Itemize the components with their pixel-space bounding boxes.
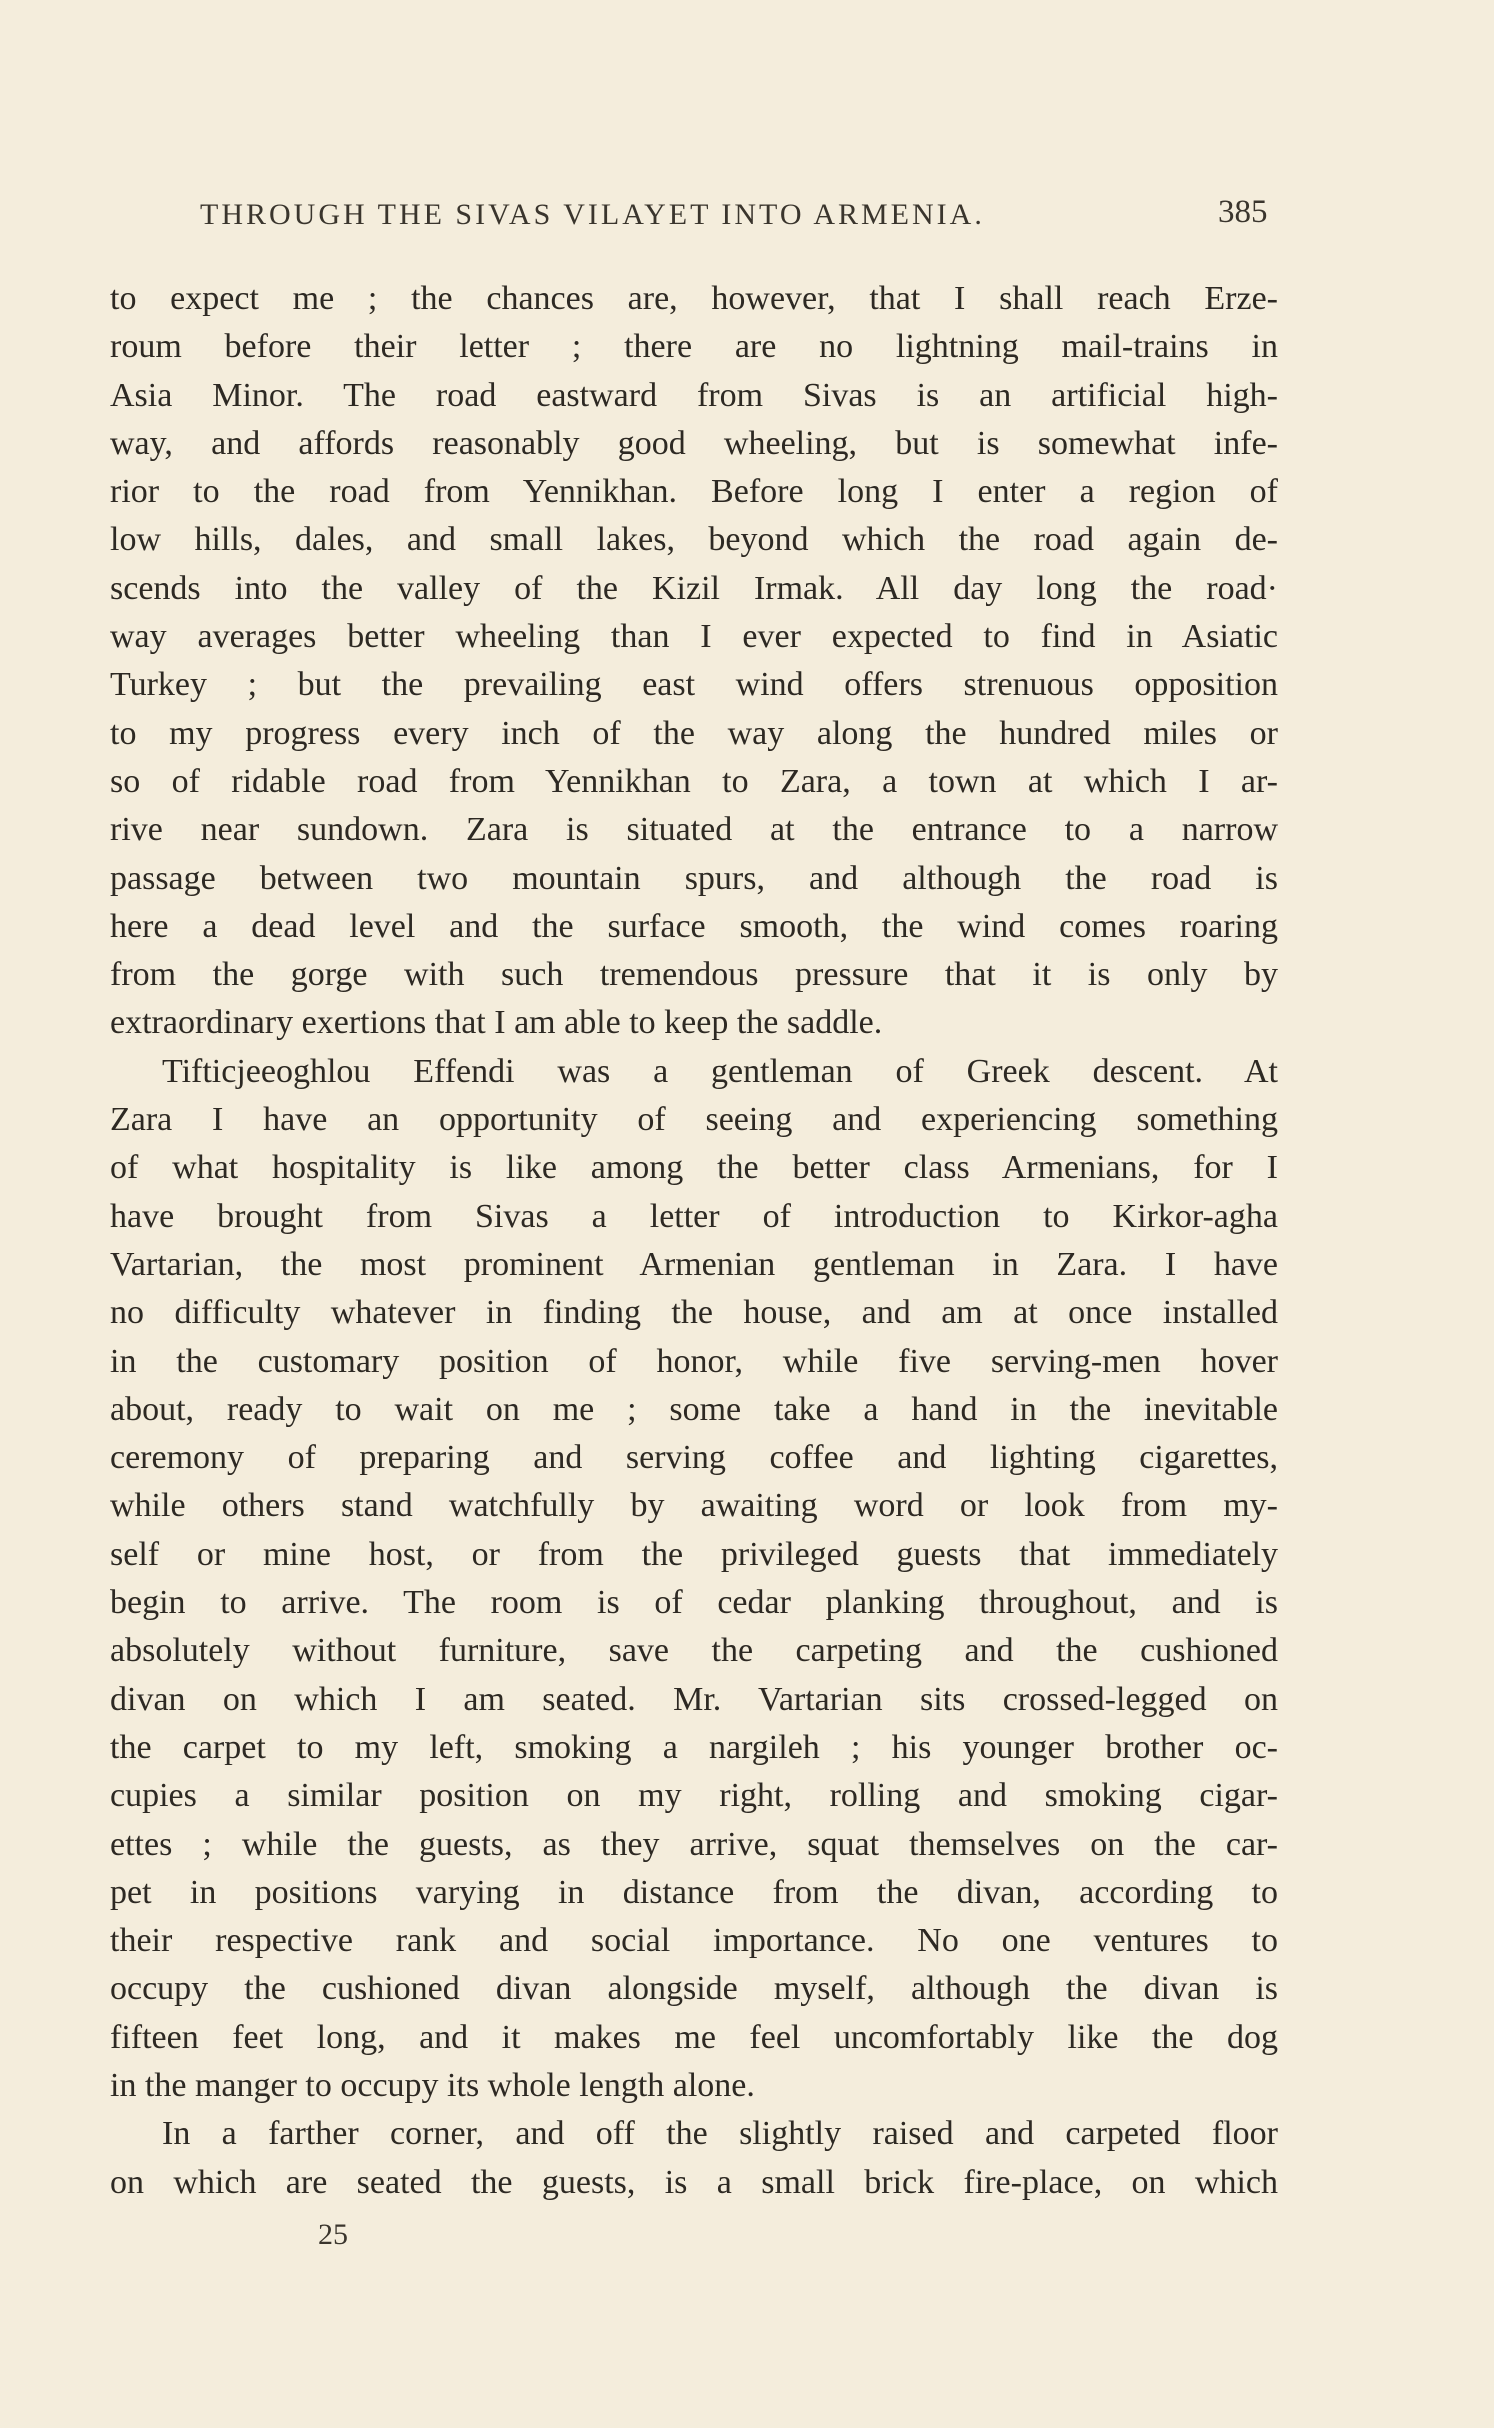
text-line: pet in positions varying in distance from the divan, according to bbox=[110, 1873, 1278, 1911]
page-number: 385 bbox=[1218, 194, 1268, 230]
text-line: fifteen feet long, and it makes me feel uncomfortably like the dog bbox=[110, 2018, 1278, 2056]
text-line: have brought from Sivas a letter of introduction to Kirkor-agha bbox=[110, 1197, 1278, 1235]
text-line: In a farther corner, and off the slightly raised and carpeted floor bbox=[162, 2115, 1278, 2153]
text-line: while others stand watchfully by awaiting word or look from my- bbox=[110, 1487, 1278, 1525]
text-line: absolutely without furniture, save the carpeting and the cushioned bbox=[110, 1632, 1278, 1670]
text-line: passage between two mountain spurs, and although the road is bbox=[110, 859, 1278, 897]
text-line: low hills, dales, and small lakes, beyond which the road again de- bbox=[110, 521, 1278, 559]
signature-mark: 25 bbox=[318, 2218, 348, 2251]
text-line: cupies a similar position on my right, rolling and smoking cigar- bbox=[110, 1777, 1278, 1815]
text-line: from the gorge with such tremendous pressure that it is only by bbox=[110, 956, 1278, 994]
text-line: rior to the road from Yennikhan. Before long I enter a region of bbox=[110, 473, 1278, 511]
text-line: self or mine host, or from the privileged guests that immediately bbox=[110, 1535, 1278, 1573]
text-line: their respective rank and social importance. No one ventures to bbox=[110, 1922, 1278, 1960]
text-line: way averages better wheeling than I ever expected to find in Asiatic bbox=[110, 618, 1278, 656]
text-line: to expect me ; the chances are, however, that I shall reach Erze- bbox=[110, 280, 1278, 317]
text-line: of what hospitality is like among the better class Armenians, for I bbox=[110, 1149, 1278, 1187]
text-line: so of ridable road from Yennikhan to Zara, a town at which I ar- bbox=[110, 762, 1278, 800]
text-line: divan on which I am seated. Mr. Vartarian sits crossed-legged on bbox=[110, 1680, 1278, 1718]
text-line: way, and affords reasonably good wheeling, but is somewhat infe- bbox=[110, 424, 1278, 462]
text-line: begin to arrive. The room is of cedar planking throughout, and is bbox=[110, 1584, 1278, 1622]
text-line: Tifticjeeoghlou Effendi was a gentleman of Greek descent. At bbox=[162, 1052, 1278, 1090]
text-line: scends into the valley of the Kizil Irmak. All day long the road· bbox=[110, 569, 1278, 607]
text-line: occupy the cushioned divan alongside myself, although the divan is bbox=[110, 1970, 1278, 2008]
text-line: in the customary position of honor, while five serving-men hover bbox=[110, 1342, 1278, 1380]
running-head: THROUGH THE SIVAS VILAYET INTO ARMENIA. bbox=[200, 198, 985, 231]
text-line: Asia Minor. The road eastward from Sivas is an artificial high- bbox=[110, 376, 1278, 414]
text-line: Turkey ; but the prevailing east wind offers strenuous opposition bbox=[110, 666, 1278, 704]
text-line: Vartarian, the most prominent Armenian gentleman in Zara. I have bbox=[110, 1245, 1278, 1283]
text-line: ceremony of preparing and serving coffee and lighting cigarettes, bbox=[110, 1439, 1278, 1477]
text-line: the carpet to my left, smoking a nargileh ; his younger brother oc- bbox=[110, 1728, 1278, 1766]
text-line: to my progress every inch of the way along the hundred miles or bbox=[110, 714, 1278, 752]
text-line: no difficulty whatever in finding the house, and am at once installed bbox=[110, 1294, 1278, 1332]
body-text bbox=[110, 275, 1278, 2207]
text-line: roum before their letter ; there are no lightning mail-trains in bbox=[110, 328, 1278, 366]
text-line: about, ready to wait on me ; some take a hand in the inevitable bbox=[110, 1390, 1278, 1428]
text-line: ettes ; while the guests, as they arrive, squat themselves on the car- bbox=[110, 1825, 1278, 1863]
text-line: Zara I have an opportunity of seeing and experiencing something bbox=[110, 1101, 1278, 1139]
text-line: in the manger to occupy its whole length alone. bbox=[110, 2066, 755, 2104]
text-line: rive near sundown. Zara is situated at the entrance to a narrow bbox=[110, 811, 1278, 849]
text-line: here a dead level and the surface smooth, the wind comes roaring bbox=[110, 907, 1278, 945]
text-line: extraordinary exertions that I am able to keep the saddle. bbox=[110, 1004, 883, 1042]
text-line: on which are seated the guests, is a small brick fire-place, on which bbox=[110, 2163, 1278, 2201]
